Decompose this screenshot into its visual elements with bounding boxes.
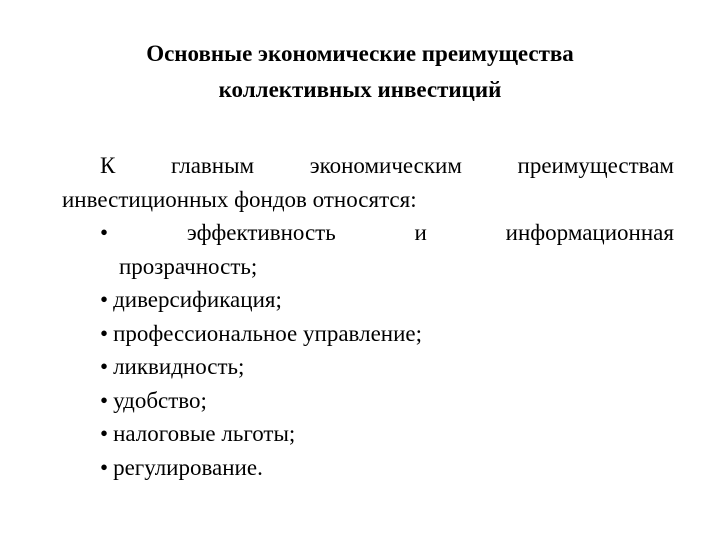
list-item-text: регулирование. bbox=[113, 454, 263, 480]
intro-line-2: инвестиционных фондов относятся: bbox=[62, 186, 417, 212]
list-item-first bbox=[62, 216, 674, 250]
intro-word: экономическим bbox=[309, 153, 462, 178]
bullet-icon: • bbox=[100, 354, 109, 379]
bullet-icon: • bbox=[100, 220, 109, 245]
item-word: информационная bbox=[505, 220, 674, 245]
list-item bbox=[62, 451, 674, 485]
title-line-1: Основные экономические преимущества bbox=[146, 41, 574, 66]
list-item bbox=[62, 317, 674, 351]
list-item bbox=[62, 417, 674, 451]
list-item bbox=[62, 350, 674, 384]
list-item bbox=[62, 283, 674, 317]
list-item-text: налоговые льготы; bbox=[113, 421, 296, 446]
title-line-2: коллективных инвестиций bbox=[218, 77, 502, 102]
slide-body bbox=[62, 149, 674, 484]
bullet-icon: • bbox=[100, 387, 109, 413]
intro-word: К bbox=[100, 153, 116, 178]
bullet-icon: • bbox=[100, 287, 109, 312]
list-item-text: ликвидность; bbox=[113, 354, 245, 379]
item-word: эффективность bbox=[186, 220, 336, 245]
list-item bbox=[62, 384, 674, 418]
list-item-text: профессиональное управление; bbox=[113, 320, 422, 346]
bullet-icon: • bbox=[100, 421, 109, 446]
list-item-text: диверсификация; bbox=[113, 287, 282, 312]
intro-line-1 bbox=[62, 149, 674, 183]
list-item-text: удобство; bbox=[113, 387, 207, 413]
item-word: и bbox=[414, 220, 427, 245]
list-item-first-continuation: прозрачность; bbox=[119, 253, 258, 279]
intro-word: преимуществам bbox=[517, 153, 674, 178]
intro-word: главным bbox=[170, 153, 255, 178]
slide-title bbox=[0, 36, 720, 108]
bullet-icon: • bbox=[100, 454, 109, 480]
bullet-icon: • bbox=[100, 320, 109, 346]
